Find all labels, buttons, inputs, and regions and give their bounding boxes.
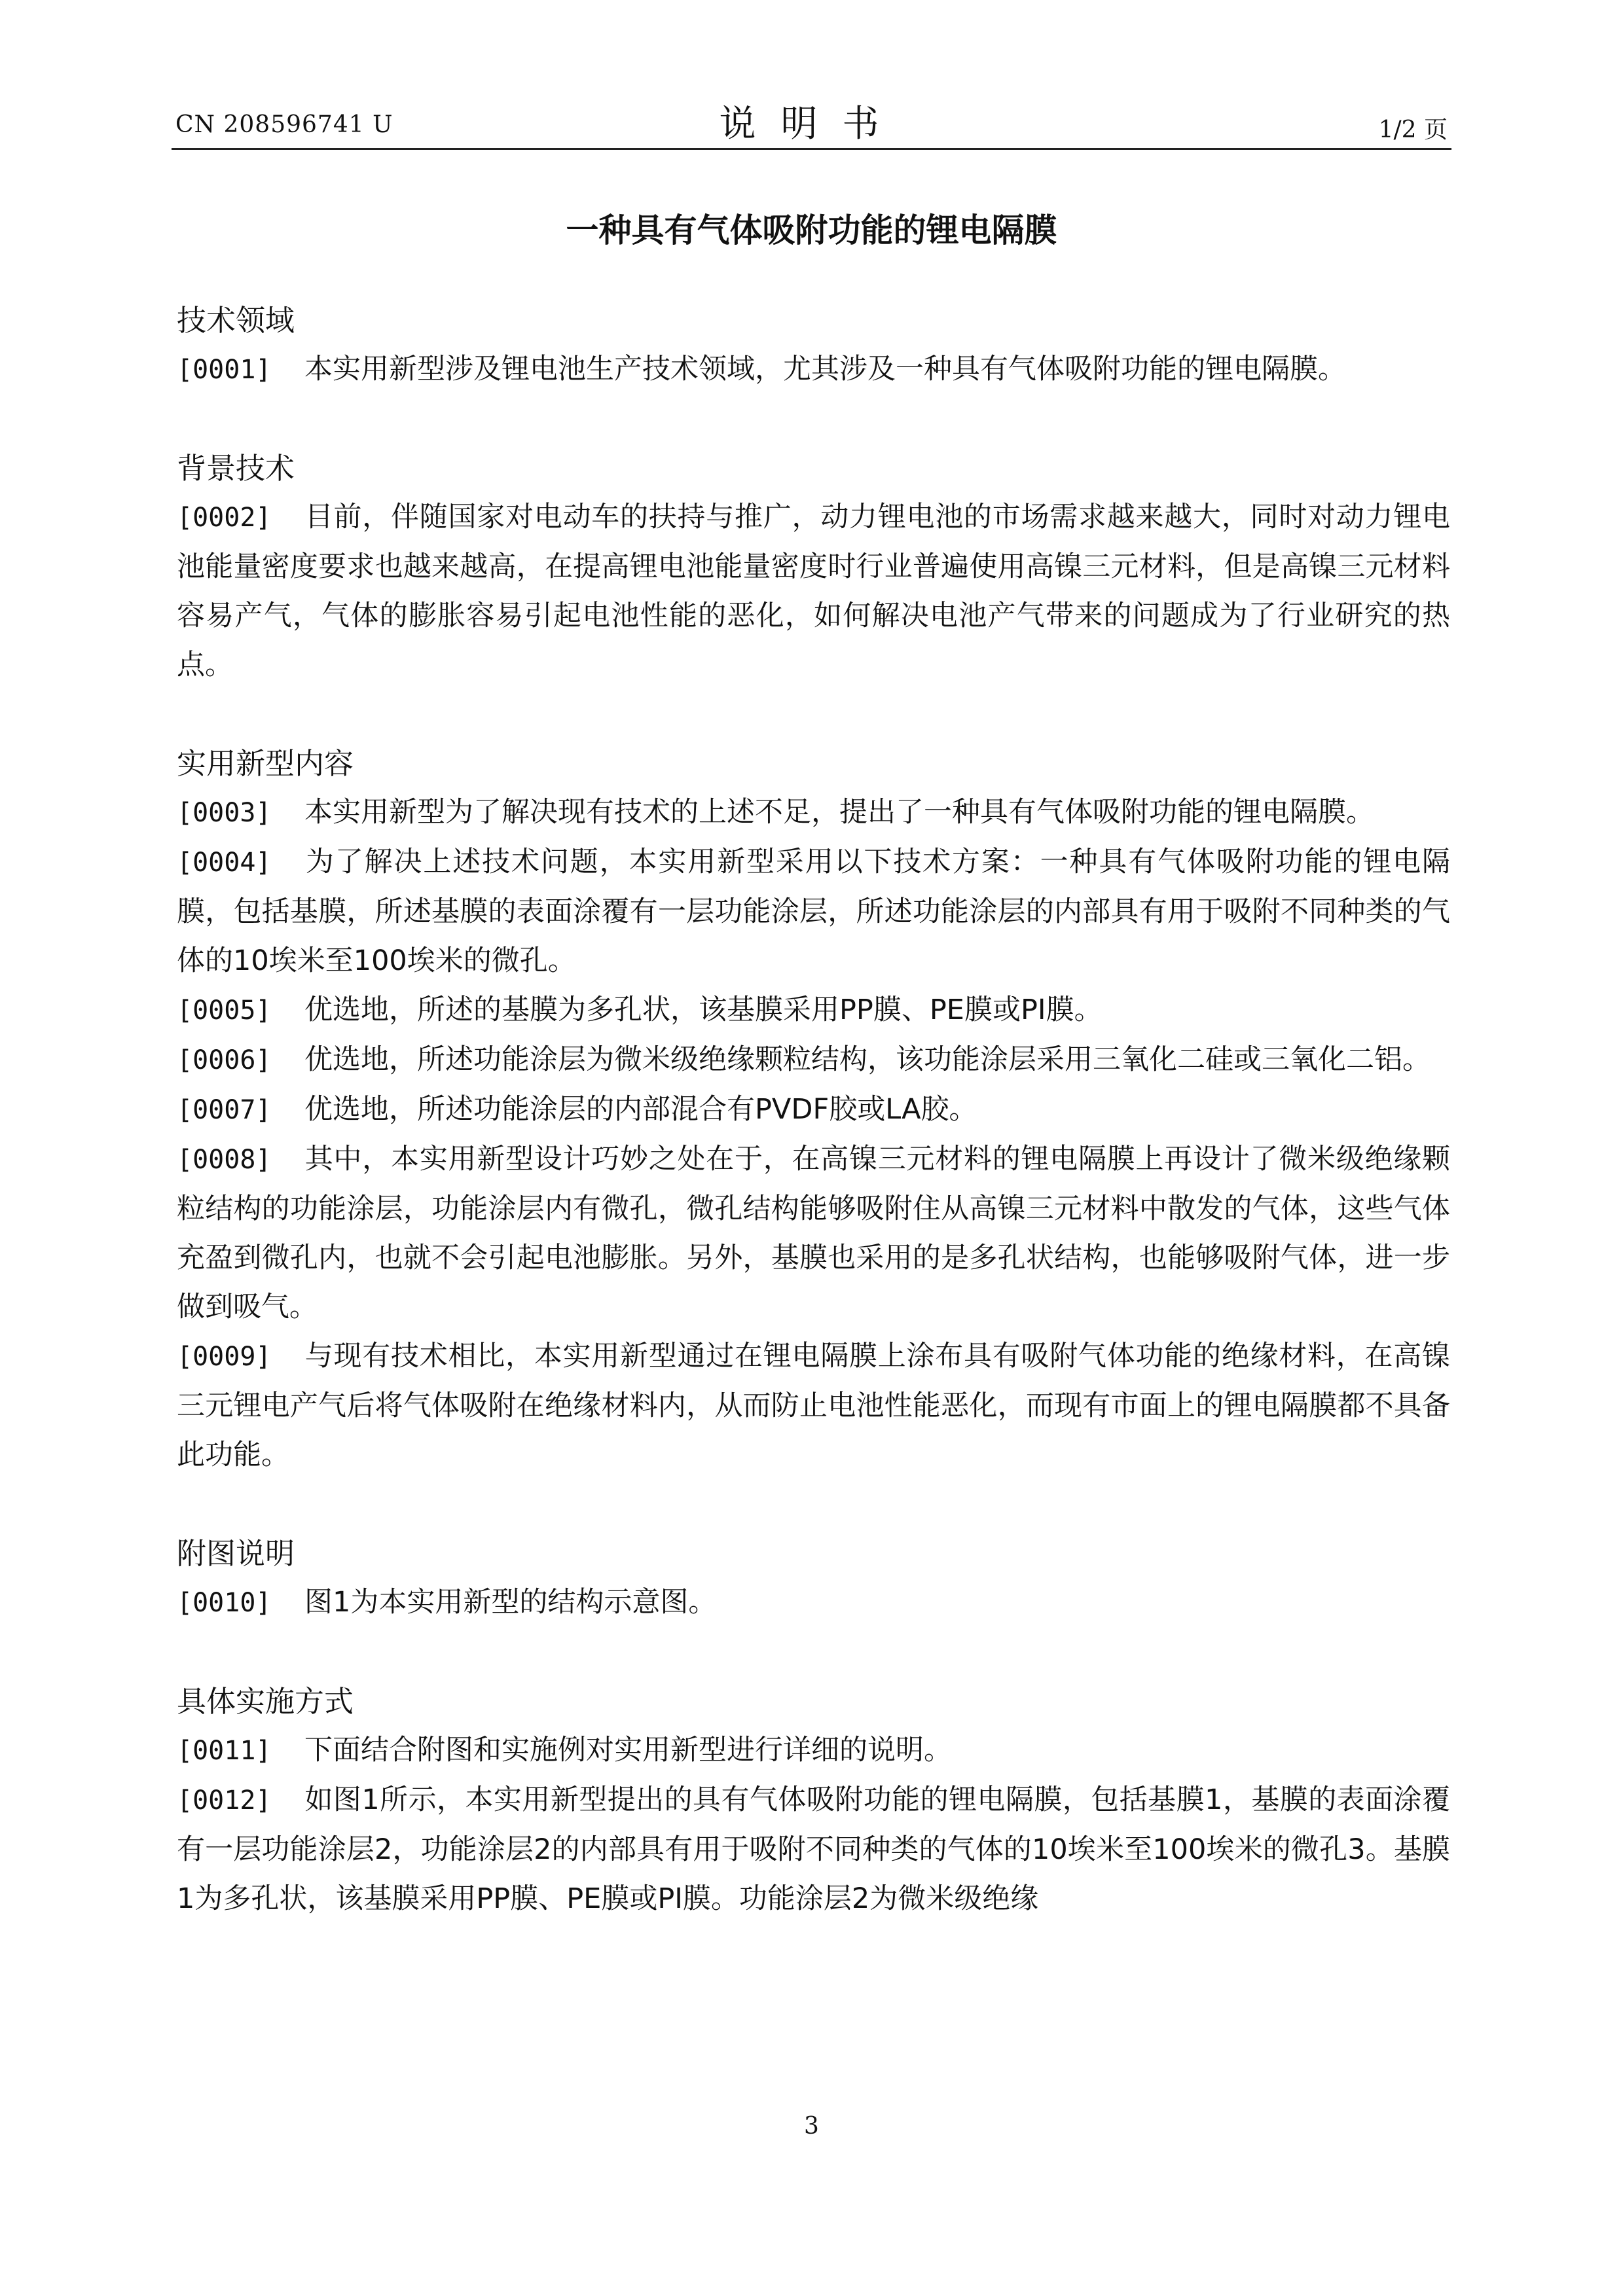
section-heading: 实用新型内容 bbox=[177, 746, 354, 781]
paragraph-number: [0007] bbox=[177, 1095, 272, 1125]
section-heading: 技术领域 bbox=[177, 303, 295, 338]
section-drawings bbox=[177, 1529, 1450, 1628]
paragraph-text: 图1为本实用新型的结构示意图。 bbox=[304, 1586, 717, 1619]
patent-number: CN 208596741 U bbox=[175, 111, 393, 138]
paragraph-number: [0003] bbox=[177, 798, 272, 828]
paragraph-text: 如图1所示，本实用新型提出的具有气体吸附功能的锂电隔膜，包括基膜1，基膜的表面涂覆有一层功能涂层2，功能涂层2的内部具有用于吸附不同种类的气体的10埃米至100埃米的微孔3。基膜1为多孔状，该基膜采用PP膜、PE膜或PI膜。功能涂层2为微米级绝缘 bbox=[177, 1784, 1450, 1915]
paragraph bbox=[177, 1035, 1450, 1085]
section-technical-field bbox=[177, 296, 1450, 395]
paragraph bbox=[177, 838, 1450, 986]
paragraph-text: 与现有技术相比，本实用新型通过在锂电隔膜上涂布具有吸附气体功能的绝缘材料，在高镍三元锂电产气后将气体吸附在绝缘材料内，从而防止电池性能恶化，而现有市面上的锂电隔膜都不具备此功能。 bbox=[177, 1340, 1450, 1471]
document-body bbox=[177, 296, 1450, 1924]
page-info: 1/2 页 bbox=[1378, 117, 1448, 143]
paragraph-number: [0006] bbox=[177, 1045, 272, 1075]
page-number: 3 bbox=[804, 2113, 819, 2140]
paragraph-number: [0009] bbox=[177, 1342, 272, 1372]
paragraph bbox=[177, 986, 1450, 1035]
document-title: 一种具有气体吸附功能的锂电隔膜 bbox=[566, 211, 1057, 249]
paragraph-text: 下面结合附图和实施例对实用新型进行详细的说明。 bbox=[304, 1734, 952, 1767]
paragraph-number: [0008] bbox=[177, 1145, 272, 1175]
section-utility-content bbox=[177, 739, 1450, 1480]
paragraph-number: [0002] bbox=[177, 503, 272, 533]
paragraph bbox=[177, 1578, 1450, 1628]
section-heading: 背景技术 bbox=[177, 451, 295, 486]
header-divider bbox=[172, 148, 1451, 150]
paragraph-number: [0004] bbox=[177, 848, 272, 878]
paragraph bbox=[177, 493, 1450, 690]
paragraph bbox=[177, 788, 1450, 838]
paragraph-number: [0010] bbox=[177, 1588, 272, 1618]
paragraph bbox=[177, 1726, 1450, 1776]
paragraph-number: [0005] bbox=[177, 996, 272, 1026]
paragraph bbox=[177, 1332, 1450, 1480]
paragraph bbox=[177, 345, 1450, 395]
paragraph-text: 优选地，所述的基膜为多孔状，该基膜采用PP膜、PE膜或PI膜。 bbox=[304, 994, 1103, 1026]
paragraph-text: 其中，本实用新型设计巧妙之处在于，在高镍三元材料的锂电隔膜上再设计了微米级绝缘颗粒结构的功能涂层，功能涂层内有微孔，微孔结构能够吸附住从高镍三元材料中散发的气体，这些气体充盈到微孔内，也就不会引起电池膨胀。另外，基膜也采用的是多孔状结构，也能够吸附气体，进一步做到吸气。 bbox=[177, 1143, 1450, 1323]
section-embodiments bbox=[177, 1677, 1450, 1924]
paragraph-number: [0011] bbox=[177, 1736, 272, 1766]
paragraph-text: 优选地，所述功能涂层为微米级绝缘颗粒结构，该功能涂层采用三氧化二硅或三氧化二铝。 bbox=[304, 1043, 1431, 1076]
paragraph-text: 本实用新型涉及锂电池生产技术领域，尤其涉及一种具有气体吸附功能的锂电隔膜。 bbox=[304, 353, 1346, 386]
document-type: 说明书 bbox=[719, 103, 904, 145]
paragraph-text: 本实用新型为了解决现有技术的上述不足，提出了一种具有气体吸附功能的锂电隔膜。 bbox=[304, 796, 1374, 829]
section-background bbox=[177, 444, 1450, 690]
paragraph bbox=[177, 1135, 1450, 1332]
paragraph-number: [0012] bbox=[177, 1785, 272, 1816]
section-heading: 具体实施方式 bbox=[177, 1684, 354, 1719]
paragraph bbox=[177, 1085, 1450, 1135]
paragraph-text: 优选地，所述功能涂层的内部混合有PVDF胶或LA胶。 bbox=[304, 1093, 977, 1126]
paragraph-text: 为了解决上述技术问题，本实用新型采用以下技术方案：一种具有气体吸附功能的锂电隔膜，包括基膜，所述基膜的表面涂覆有一层功能涂层，所述功能涂层的内部具有用于吸附不同种类的气体的10埃米至100埃米的微孔。 bbox=[177, 846, 1450, 977]
paragraph-text: 目前，伴随国家对电动车的扶持与推广，动力锂电池的市场需求越来越大，同时对动力锂电池能量密度要求也越来越高，在提高锂电池能量密度时行业普遍使用高镍三元材料，但是高镍三元材料容易产气，气体的膨胀容易引起电池性能的恶化，如何解决电池产气带来的问题成为了行业研究的热点。 bbox=[177, 501, 1450, 681]
section-heading: 附图说明 bbox=[177, 1536, 295, 1571]
paragraph-number: [0001] bbox=[177, 355, 272, 385]
paragraph bbox=[177, 1776, 1450, 1924]
